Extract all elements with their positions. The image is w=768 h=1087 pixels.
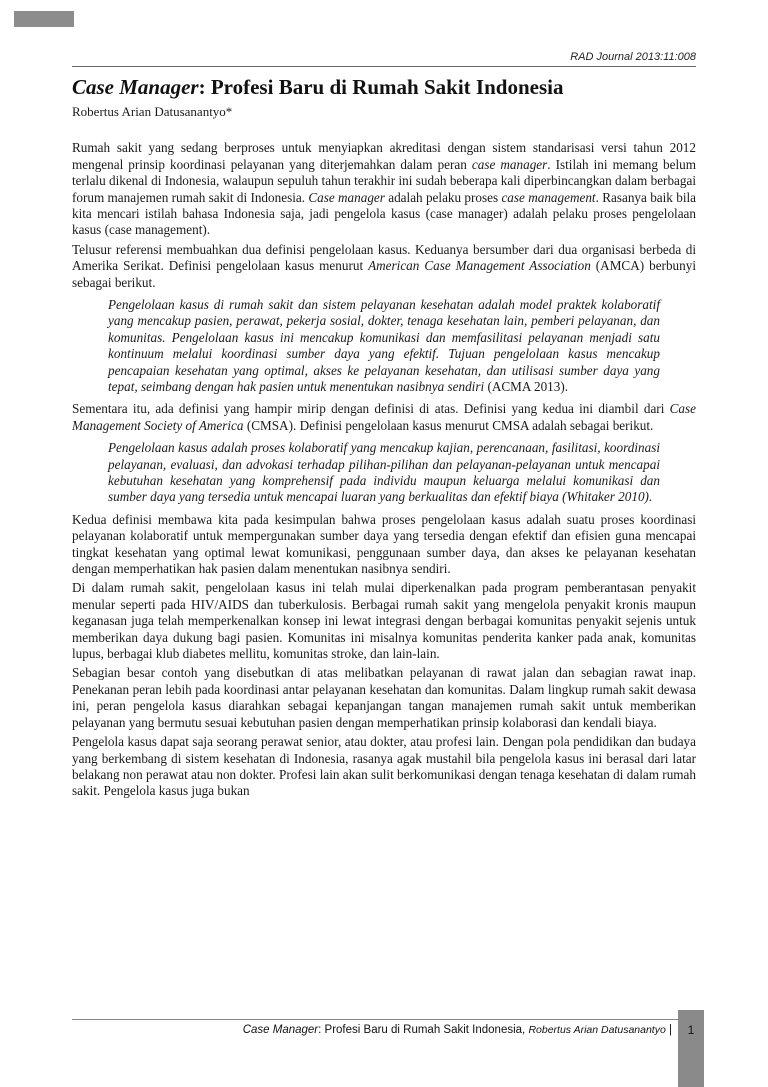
text: Sementara itu, ada definisi yang hampir mirip dengan definisi di atas. Definisi yang kedua ini diambil dari: [72, 401, 670, 417]
organization-name: American Case Management Association: [368, 258, 591, 274]
text: Telusur referensi membuahkan dua definisi pengelolaan kasus. Keduanya bersumber dari dua organisasi berbeda di Amerika Serikat. Definisi pengelolaan kasus menurut: [72, 241, 696, 274]
organization-name: Case Management Society of America: [72, 401, 696, 433]
header-rule: [72, 66, 696, 67]
text: (AMCA) berbunyi sebagai berikut.: [72, 258, 696, 290]
text: adalah pelaku proses: [384, 189, 502, 205]
blockquote-acma: [108, 297, 660, 395]
text: Rumah sakit yang sedang berproses untuk menyiapkan akreditasi dengan sistem standarisasi versi tahun 2012 mengenal prinsip koordinasi pelayanan yang diterjemahkan dalam peran: [72, 140, 696, 172]
footer-author: Robertus Arian Datusanantyo: [528, 1024, 666, 1036]
text: . Istilah ini memang belum terlalu dikenal di Indonesia, walaupun sepuluh tahun terakhir ini sudah beberapa kali diperbincangkan dalam berbagai forum manajemen rumah sakit di Indonesia.: [72, 156, 696, 205]
text: (CMSA). Definisi pengelolaan kasus menurut CMSA adalah sebagai berikut.: [243, 417, 654, 433]
citation: (ACMA 2013).: [484, 378, 569, 394]
article-title: [72, 74, 696, 101]
paragraph-6: Sebagian besar contoh yang disebutkan di atas melibatkan pelayanan di rawat jalan dan sebagian rawat inap. Penekanan peran lebih pada koordinasi antar pelayanan kesehatan dan komunitas. Dalam lingkup rumah sakit dewasa ini, peran pengelola kasus diarahkan sebagai kepanjangan tangan manajemen rumah sakit untuk memberikan pelayanan yang bermutu sesuai kebutuhan pasien dengan memperhatikan prinsip kolaborasi dan kendali biaya.: [72, 665, 696, 730]
title-italic: Case Manager: [72, 75, 199, 99]
paragraph-7: Pengelola kasus dapat saja seorang perawat senior, atau dokter, atau profesi lain. Dengan pola pendidikan dan budaya yang berkembang di sistem kesehatan di Indonesia, rasanya agak mustahil bila pengelola kasus ini berasal dari latar belakang non perawat atau non dokter. Profesi lain akan sulit berkomunikasi dengan tenaga kesehatan di dalam rumah sakit. Pengelola kasus juga bukan: [72, 734, 696, 799]
quote-text: Pengelolaan kasus di rumah sakit dan sistem pelayanan kesehatan adalah model praktek kolaboratif yang mencakup pasien, perawat, pekerja sosial, dokter, tenaga kesehatan lain, pemberi pelayanan, dan komunitas. Pengelolaan kasus ini mencakup komunikasi dan memfasilitasi pelayanan menjadi satu kontinuum melalui koordinasi sumber daya yang efektif. Tujuan pengelolaan kasus mencakup pencapaian kesehatan yang optimal, akses ke pelayanan kesehatan, dan utilisasi sumber daya yang tepat, seimbang dengan hak pasien untuk menentukan nasibnya sendiri: [108, 296, 660, 394]
paragraph-1: [72, 140, 696, 238]
footer-title-italic: Case Manager: [242, 1024, 319, 1036]
paragraph-4: Kedua definisi membawa kita pada kesimpulan bahwa proses pengelolaan kasus adalah suatu proses koordinasi pelayanan kolaboratif untuk mempergunakan sumber daya yang tersedia dengan efektif dan efisien guna mencapai tingkat kesehatan yang optimal lewat komunikasi, penggunaan sumber daya, dan akses ke pelayanan kesehatan dengan memperhatikan hak pasien dalam menentukan nasibnya sendiri.: [72, 511, 696, 577]
article-author: Robertus Arian Datusanantyo*: [72, 104, 233, 120]
paragraph-2: [72, 242, 696, 291]
paragraph-3: [72, 401, 696, 434]
term: Case manager: [308, 189, 385, 205]
term: case manager: [471, 156, 548, 172]
footer-separator: |: [665, 1024, 672, 1036]
footer-title: : Profesi Baru di Rumah Sakit Indonesia,: [318, 1024, 529, 1036]
corner-tab: [14, 11, 74, 27]
running-footer: [243, 1024, 672, 1036]
blockquote-cmsa: Pengelolaan kasus adalah proses kolaboratif yang mencakup kajian, perencanaan, fasilitasi, koordinasi pelayanan, evaluasi, dan advokasi terhadap pilihan-pilihan dan pelayanan-pelayanan untuk mencapai kebutuhan kesehatan yang komprehensif pada individu maupun keluarga melalui komunikasi dan sumber daya yang tersedia untuk mencapai luaran yang berkualitas dan efektif biaya (Whitaker 2010).: [108, 440, 660, 505]
journal-reference: RAD Journal 2013:11:008: [570, 51, 696, 63]
text: . Rasanya baik bila kita mencari istilah bahasa Indonesia saja, jadi pengelola kasus (case manager) adalah pelaku proses pengelolaan kasus (case management).: [72, 189, 696, 238]
article-content: [72, 74, 696, 803]
page-number-box: [678, 1010, 704, 1087]
paragraph-5: Di dalam rumah sakit, pengelolaan kasus ini telah mulai diperkenalkan pada program pemberantasan penyakit menular seperti pada HIV/AIDS dan tuberkulosis. Berbagai rumah sakit yang mengelola penyakit kronis maupun keganasan juga telah memperkenalkan konsep ini lewat integrasi dengan berbagai komunitas penyakit sejenis untuk memberikan daya dukung bagi pasien. Komunitas ini misalnya komunitas penderita kanker pada anak, komunitas lupus, berbagai klub diabetes mellitu, komunitas stroke, dan lain-lain.: [72, 580, 696, 662]
footer-rule: [72, 1019, 696, 1020]
term: case management: [501, 189, 596, 205]
page-number: 1: [687, 1023, 695, 1037]
title-rest: : Profesi Baru di Rumah Sakit Indonesia: [198, 75, 564, 99]
